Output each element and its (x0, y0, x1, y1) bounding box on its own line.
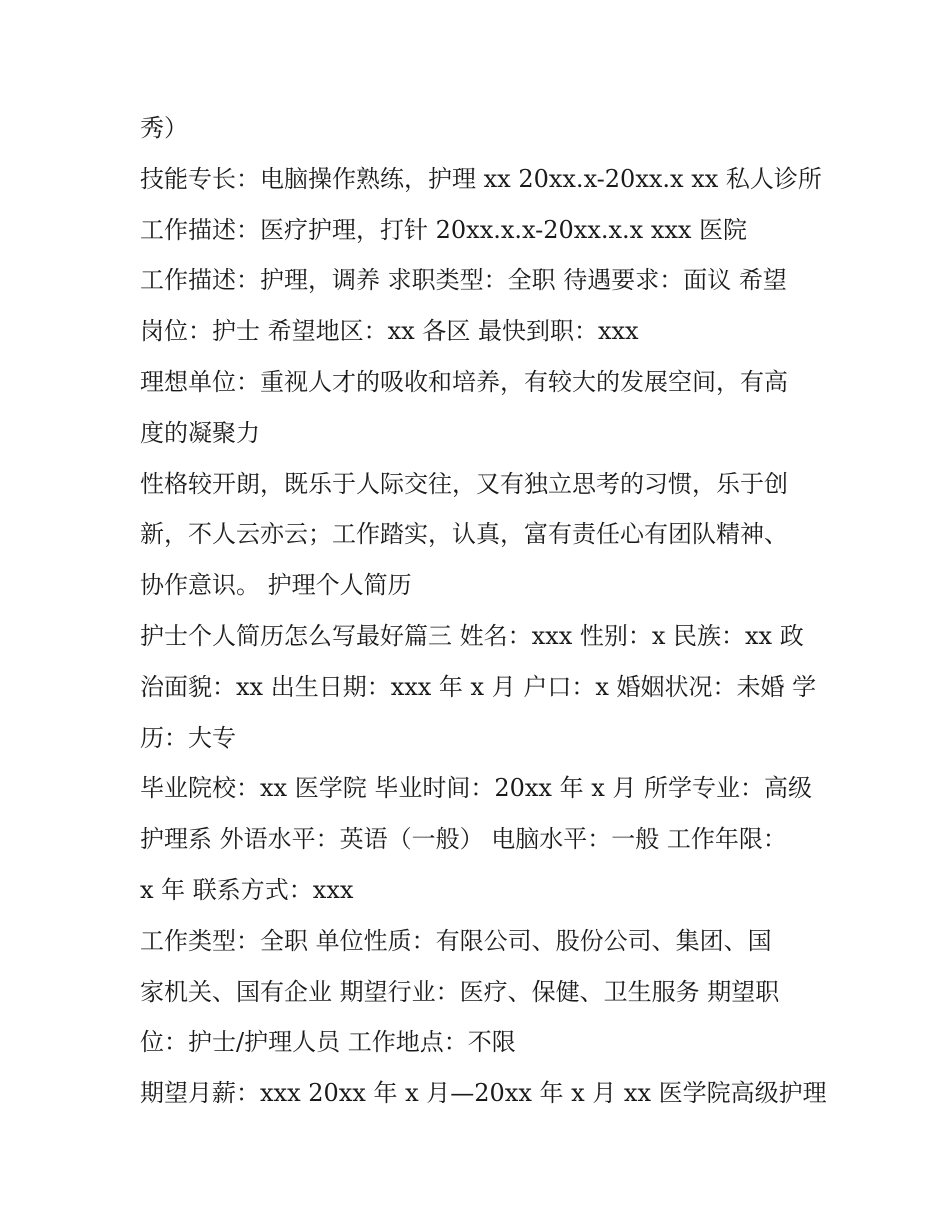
text-line: 毕业院校：xx 医学院 毕业时间：20xx 年 x 月 所学专业：高级 (140, 774, 812, 803)
text-line: 度的凝聚力 (140, 418, 260, 447)
text-line: 历：大专 (140, 723, 236, 752)
text-line: 工作描述：护理，调养 求职类型：全职 待遇要求：面议 希望 (140, 266, 787, 295)
text-line: 期望月薪：xxx 20xx 年 x 月—20xx 年 x 月 xx 医学院高级护理 (140, 1079, 827, 1108)
text-line: 秀） (140, 114, 188, 142)
text-line: 家机关、国有企业 期望行业：医疗、保健、卫生服务 期望职 (140, 977, 780, 1006)
text-line: 岗位：护士 希望地区：xx 各区 最快到职：xxx (140, 317, 639, 346)
text-line: 治面貌：xx 出生日期：xxx 年 x 月 户口：x 婚姻状况：未婚 学 (140, 672, 817, 701)
text-line: 位：护士/护理人员 工作地点：不限 (140, 1028, 516, 1057)
text-line: 性格较开朗，既乐于人际交往，又有独立思考的习惯，乐于创 (140, 469, 788, 498)
text-line: 理想单位：重视人才的吸收和培养，有较大的发展空间，有高 (140, 367, 788, 396)
text-line: 护理系 外语水平：英语（一般） 电脑水平：一般 工作年限： (140, 825, 787, 854)
text-line: 协作意识。 护理个人简历 (140, 571, 412, 600)
text-line: 护士个人简历怎么写最好篇三 姓名：xxx 性别：x 民族：xx 政 (140, 621, 804, 650)
text-line: 技能专长：电脑操作熟练，护理 xx 20xx.x-20xx.x xx 私人诊所 (140, 164, 822, 193)
document-body (140, 103, 827, 1119)
text-line: 工作描述：医疗护理，打针 20xx.x.x-20xx.x.x xxx 医院 (140, 215, 748, 244)
text-line: 新，不人云亦云；工作踏实，认真，富有责任心有团队精神、 (140, 520, 788, 549)
text-line: 工作类型：全职 单位性质：有限公司、股份公司、集团、国 (140, 926, 772, 955)
text-line: x 年 联系方式：xxx (140, 875, 354, 904)
